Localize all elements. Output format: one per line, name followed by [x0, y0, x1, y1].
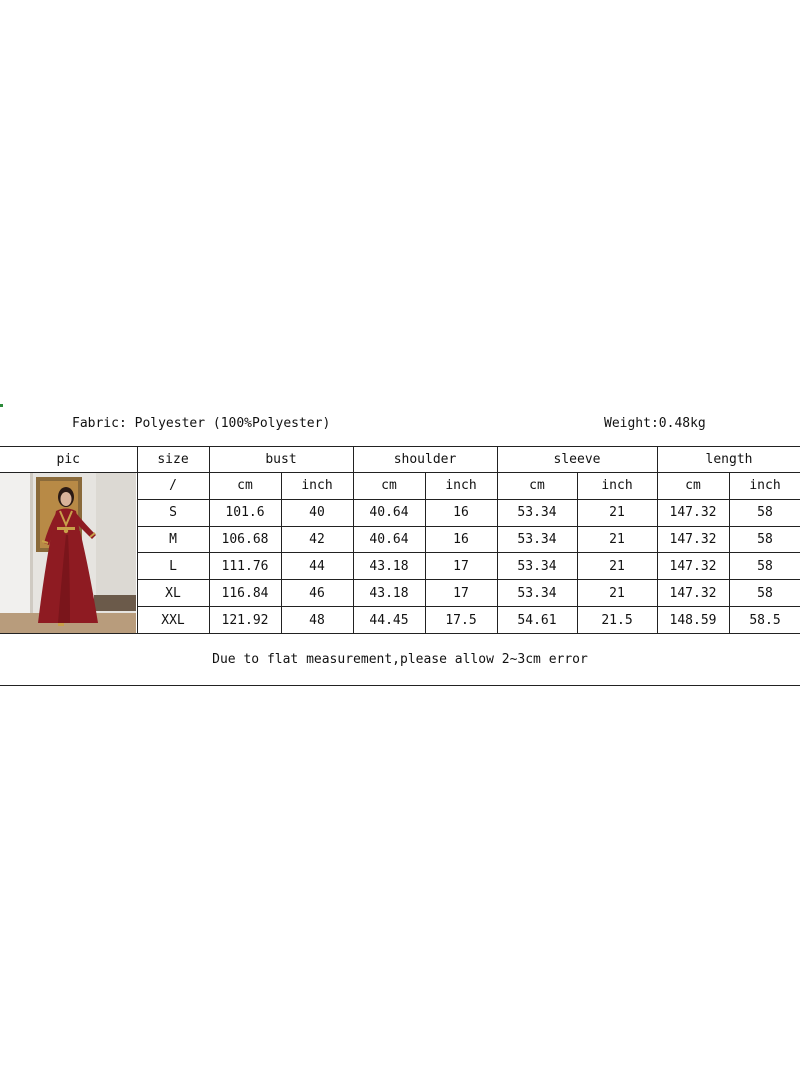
sleeve-inch-cell: 21	[577, 553, 657, 580]
red-embroidered-maxi-dress-photo-icon	[0, 473, 136, 633]
sleeve-cm-cell: 54.61	[497, 607, 577, 634]
weight-label: Weight:0.48kg	[604, 416, 706, 431]
length-cm-cell: 147.32	[657, 499, 729, 526]
size-cell: XXL	[137, 607, 209, 634]
sleeve-cm-cell: 53.34	[497, 553, 577, 580]
unit-length-inch: inch	[729, 473, 800, 500]
unit-bust-inch: inch	[281, 473, 353, 500]
sleeve-inch-cell: 21.5	[577, 607, 657, 634]
bust-inch-cell: 40	[281, 499, 353, 526]
unit-sleeve-cm: cm	[497, 473, 577, 500]
bust-cm-cell: 116.84	[209, 580, 281, 607]
unit-shoulder-inch: inch	[425, 473, 497, 500]
bust-inch-cell: 48	[281, 607, 353, 634]
size-cell: XL	[137, 580, 209, 607]
shoulder-inch-cell: 16	[425, 526, 497, 553]
size-cell: M	[137, 526, 209, 553]
header-shoulder: shoulder	[353, 447, 497, 473]
header-pic: pic	[0, 447, 137, 473]
unit-shoulder-cm: cm	[353, 473, 425, 500]
product-photo-cell	[0, 473, 137, 634]
length-inch-cell: 58	[729, 526, 800, 553]
length-cm-cell: 147.32	[657, 553, 729, 580]
bust-cm-cell: 106.68	[209, 526, 281, 553]
shoulder-cm-cell: 43.18	[353, 580, 425, 607]
sleeve-inch-cell: 21	[577, 526, 657, 553]
bust-cm-cell: 121.92	[209, 607, 281, 634]
length-cm-cell: 147.32	[657, 580, 729, 607]
sleeve-cm-cell: 53.34	[497, 526, 577, 553]
shoulder-inch-cell: 17	[425, 553, 497, 580]
unit-bust-cm: cm	[209, 473, 281, 500]
size-cell: L	[137, 553, 209, 580]
length-inch-cell: 58	[729, 580, 800, 607]
size-chart-table	[0, 446, 800, 634]
header-size: size	[137, 447, 209, 473]
bust-cm-cell: 101.6	[209, 499, 281, 526]
header-sleeve: sleeve	[497, 447, 657, 473]
shoulder-cm-cell: 40.64	[353, 526, 425, 553]
length-inch-cell: 58	[729, 499, 800, 526]
shoulder-inch-cell: 17	[425, 580, 497, 607]
measurement-note: Due to flat measurement,please allow 2~3cm error	[212, 652, 588, 667]
unit-sleeve-inch: inch	[577, 473, 657, 500]
size-cell: S	[137, 499, 209, 526]
sleeve-inch-cell: 21	[577, 580, 657, 607]
header-row	[0, 447, 800, 473]
bust-inch-cell: 42	[281, 526, 353, 553]
unit-size: /	[137, 473, 209, 500]
shoulder-cm-cell: 40.64	[353, 499, 425, 526]
length-inch-cell: 58.5	[729, 607, 800, 634]
bust-inch-cell: 44	[281, 553, 353, 580]
shoulder-inch-cell: 16	[425, 499, 497, 526]
sleeve-cm-cell: 53.34	[497, 580, 577, 607]
sleeve-cm-cell: 53.34	[497, 499, 577, 526]
corner-mark-top	[0, 404, 3, 407]
sleeve-inch-cell: 21	[577, 499, 657, 526]
unit-row	[0, 473, 800, 500]
bust-inch-cell: 46	[281, 580, 353, 607]
header-bust: bust	[209, 447, 353, 473]
header-length: length	[657, 447, 800, 473]
fabric-label: Fabric: Polyester (100%Polyester)	[72, 416, 331, 431]
length-inch-cell: 58	[729, 553, 800, 580]
shoulder-inch-cell: 17.5	[425, 607, 497, 634]
shoulder-cm-cell: 43.18	[353, 553, 425, 580]
length-cm-cell: 147.32	[657, 526, 729, 553]
bust-cm-cell: 111.76	[209, 553, 281, 580]
length-cm-cell: 148.59	[657, 607, 729, 634]
shoulder-cm-cell: 44.45	[353, 607, 425, 634]
unit-length-cm: cm	[657, 473, 729, 500]
